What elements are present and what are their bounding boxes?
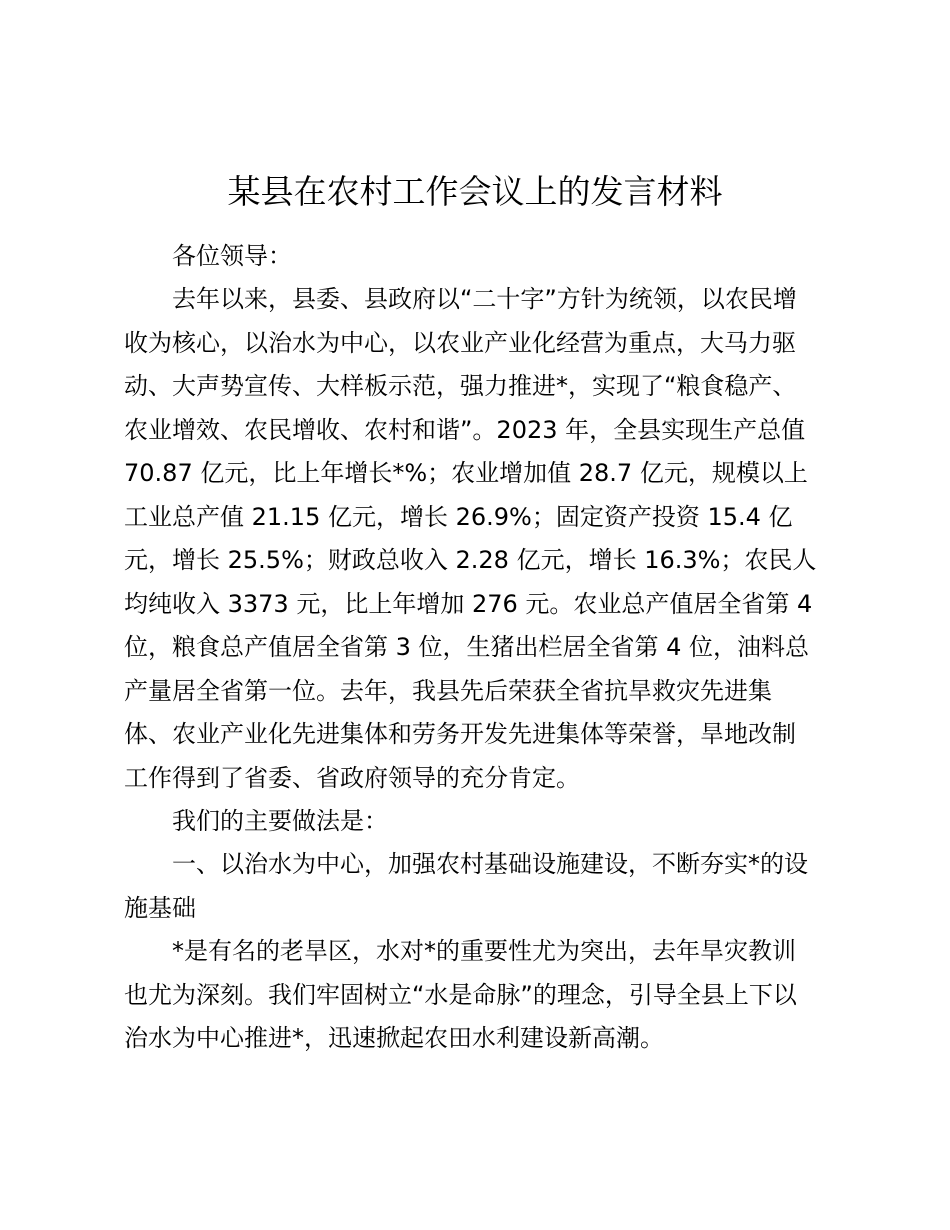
paragraph-line: 也尤为深刻。我们牢固树立“水是命脉”的理念，引导全县上下以 xyxy=(124,980,797,1009)
paragraph-line: 产量居全省第一位。去年，我县先后荣获全省抗旱救灾先进集 xyxy=(124,676,772,705)
paragraph-line: 治水为中心推进*，迅速掀起农田水利建设新高潮。 xyxy=(124,1024,664,1052)
document-title: 某县在农村工作会议上的发言材料 xyxy=(227,172,723,211)
heading-line: 施基础 xyxy=(124,893,196,922)
paragraph-line: 位，粮食总产值居全省第 3 位，生猪出栏居全省第 4 位，油料总 xyxy=(124,633,810,661)
paragraph-line: 体、农业产业化先进集体和劳务开发先进集体等荣誉，旱地改制 xyxy=(124,720,796,748)
paragraph-line: 元，增长 25.5%；财政总收入 2.28 亿元，增长 16.3%；农民人 xyxy=(124,546,817,574)
paragraph-line: 70.87 亿元，比上年增长*%；农业增加值 28.7 亿元，规模以上 xyxy=(124,459,808,487)
paragraph-water xyxy=(0,930,797,1061)
paragraph-line: 农业增效、农民增收、农村和谐”。2023 年，全县实现生产总值 xyxy=(124,415,806,444)
paragraph-line: 工业总产值 21.15 亿元，增长 26.9%；固定资产投资 15.4 亿 xyxy=(124,502,793,531)
paragraph-line: *是有名的老旱区，水对*的重要性尤为突出，去年旱灾教训 xyxy=(172,937,796,965)
paragraph-line: 去年以来，县委、县政府以“二十字”方针为统领，以农民增 xyxy=(172,285,797,313)
paragraph-line: 动、大声势宣传、大样板示范，强力推进*，实现了“粮食稳产、 xyxy=(124,372,797,400)
salutation: 各位领导： xyxy=(172,242,292,270)
heading-line: 一、以治水为中心，加强农村基础设施建设，不断夯实*的设 xyxy=(172,850,808,878)
paragraph-line: 收为核心，以治水为中心，以农业产业化经营为重点，大马力驱 xyxy=(124,328,796,357)
paragraph-line: 工作得到了省委、省政府领导的充分肯定。 xyxy=(124,763,580,792)
paragraph-line: 均纯收入 3373 元，比上年增加 276 元。农业总产值居全省第 4 xyxy=(124,589,813,618)
methods-intro: 我们的主要做法是： xyxy=(172,807,388,835)
section-heading-1 xyxy=(0,843,808,930)
paragraph-intro xyxy=(0,278,816,800)
